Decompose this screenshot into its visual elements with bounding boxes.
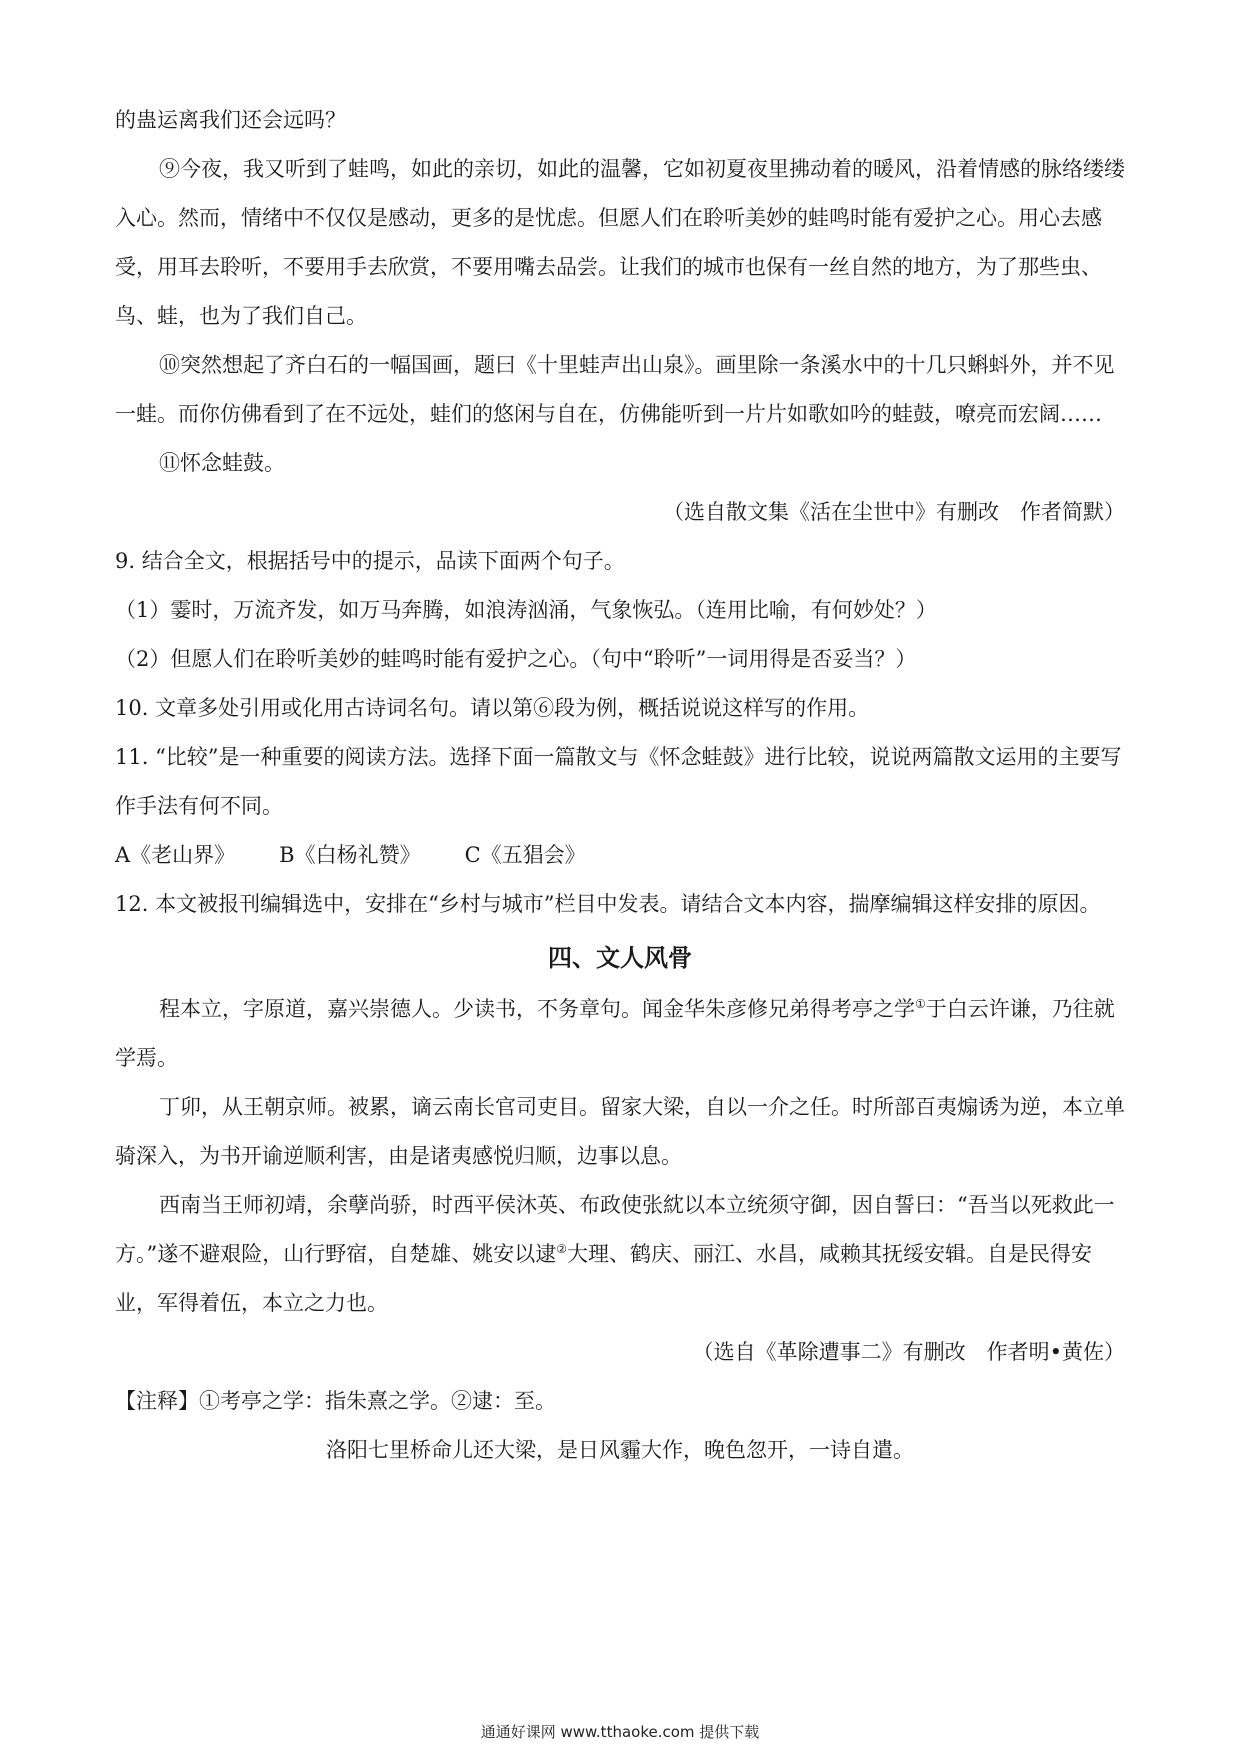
option-a: A《老山界》 <box>115 843 236 867</box>
classical-para-3 <box>115 1181 1125 1328</box>
classical-para-3-b: 大理、鹤庆、丽江、水昌，咸赖其抚绥安辑。自是民得安业，军得着伍，本立之力也。 <box>115 1242 1092 1315</box>
poem-title: 洛阳七里桥命儿还大梁，是日风霾大作，晚色忽开，一诗自遣。 <box>326 1438 914 1462</box>
option-b: B《白杨礼赞》 <box>279 843 421 867</box>
question-12: 12. 本文被报刊编辑选中，安排在“乡村与城市”栏目中发表。请结合文本内容，揣摩编辑这样安排的原因。 <box>115 892 1101 916</box>
question-9-2: （2）但愿人们在聆听美妙的蛙鸣时能有爱护之心。（句中“聆听”一词用得是否妥当？） <box>115 647 917 671</box>
page-footer: 通通好课网 www.tthaoke.com 提供下载 <box>480 1723 760 1741</box>
option-c: C《五猖会》 <box>464 843 586 867</box>
paragraph-8-end: 的蛊运离我们还会远吗？ <box>115 108 346 132</box>
footnote-marker-2: ② <box>556 1242 567 1256</box>
classical-para-1 <box>115 985 1125 1083</box>
passage-source: （选自散文集《活在尘世中》有删改 作者简默） <box>663 500 1125 524</box>
classical-para-1-b: 于白云许谦，乃往就学焉。 <box>115 997 1115 1070</box>
question-11-options <box>115 831 1125 880</box>
classical-para-1-a: 程本立，字原道，嘉兴崇德人。少读书，不务章句。闻金华朱彦修兄弟得考亭之学 <box>159 997 915 1021</box>
footnote-marker-1: ① <box>915 997 926 1011</box>
question-9-1: （1）霎时，万流齐发，如万马奔腾，如浪涛汹涌，气象恢弘。（连用比喻，有何妙处？） <box>115 598 937 622</box>
classical-para-2: 丁卯，从王朝京师。被累，谪云南长官司吏目。留家大梁，自以一介之任。时所部百夷煽诱为逆，本立单骑深入，为书开谕逆顺利害，由是诸夷感悦归顺，边事以息。 <box>115 1095 1125 1168</box>
classical-source: （选自《革除遭事二》有删改 作者明•黄佐） <box>692 1340 1125 1364</box>
classical-para-3-a: 西南当王师初靖，余孽尚骄，时西平侯沐英、布政使张紞以本立统须守御，因自誓曰：“吾当以死救此一方。”遂不避艰险，山行野宿，自楚雄、姚安以逮 <box>115 1193 1115 1266</box>
question-9: 9. 结合全文，根据括号中的提示，品读下面两个句子。 <box>115 549 625 573</box>
paragraph-9: ⑨今夜，我又听到了蛙鸣，如此的亲切，如此的温馨，它如初夏夜里拂动着的暖风，沿着情感的脉络缕缕入心。然而，情绪中不仅仅是感动，更多的是忧虑。但愿人们在聆听美妙的蛙鸣时能有爱护之心。用心去感受，用耳去聆听，不要用手去欣赏，不要用嘴去品尝。让我们的城市也保有一丝自然的地方，为了那些虫、鸟、蛙，也为了我们自己。 <box>115 157 1125 328</box>
paragraph-11: ⑪怀念蛙鼓。 <box>159 451 285 475</box>
question-11: 11. “比较”是一种重要的阅读方法。选择下面一篇散文与《怀念蛙鼓》进行比较，说说两篇散文运用的主要写作手法有何不同。 <box>115 745 1122 818</box>
question-10: 10. 文章多处引用或化用古诗词名句。请以第⑥段为例，概括说说这样写的作用。 <box>115 696 870 720</box>
paragraph-10: ⑩突然想起了齐白石的一幅国画，题曰《十里蛙声出山泉》。画里除一条溪水中的十几只蝌蚪外，并不见一蛙。而你仿佛看到了在不远处，蛙们的悠闲与自在，仿佛能听到一片片如歌如吟的蛙鼓，嘹亮而宏阔…… <box>115 353 1115 426</box>
section-title: 四、文人风骨 <box>548 943 692 972</box>
document-body <box>115 96 1125 1475</box>
annotation-notes: 【注释】①考亭之学：指朱熹之学。②逮：至。 <box>115 1389 556 1413</box>
